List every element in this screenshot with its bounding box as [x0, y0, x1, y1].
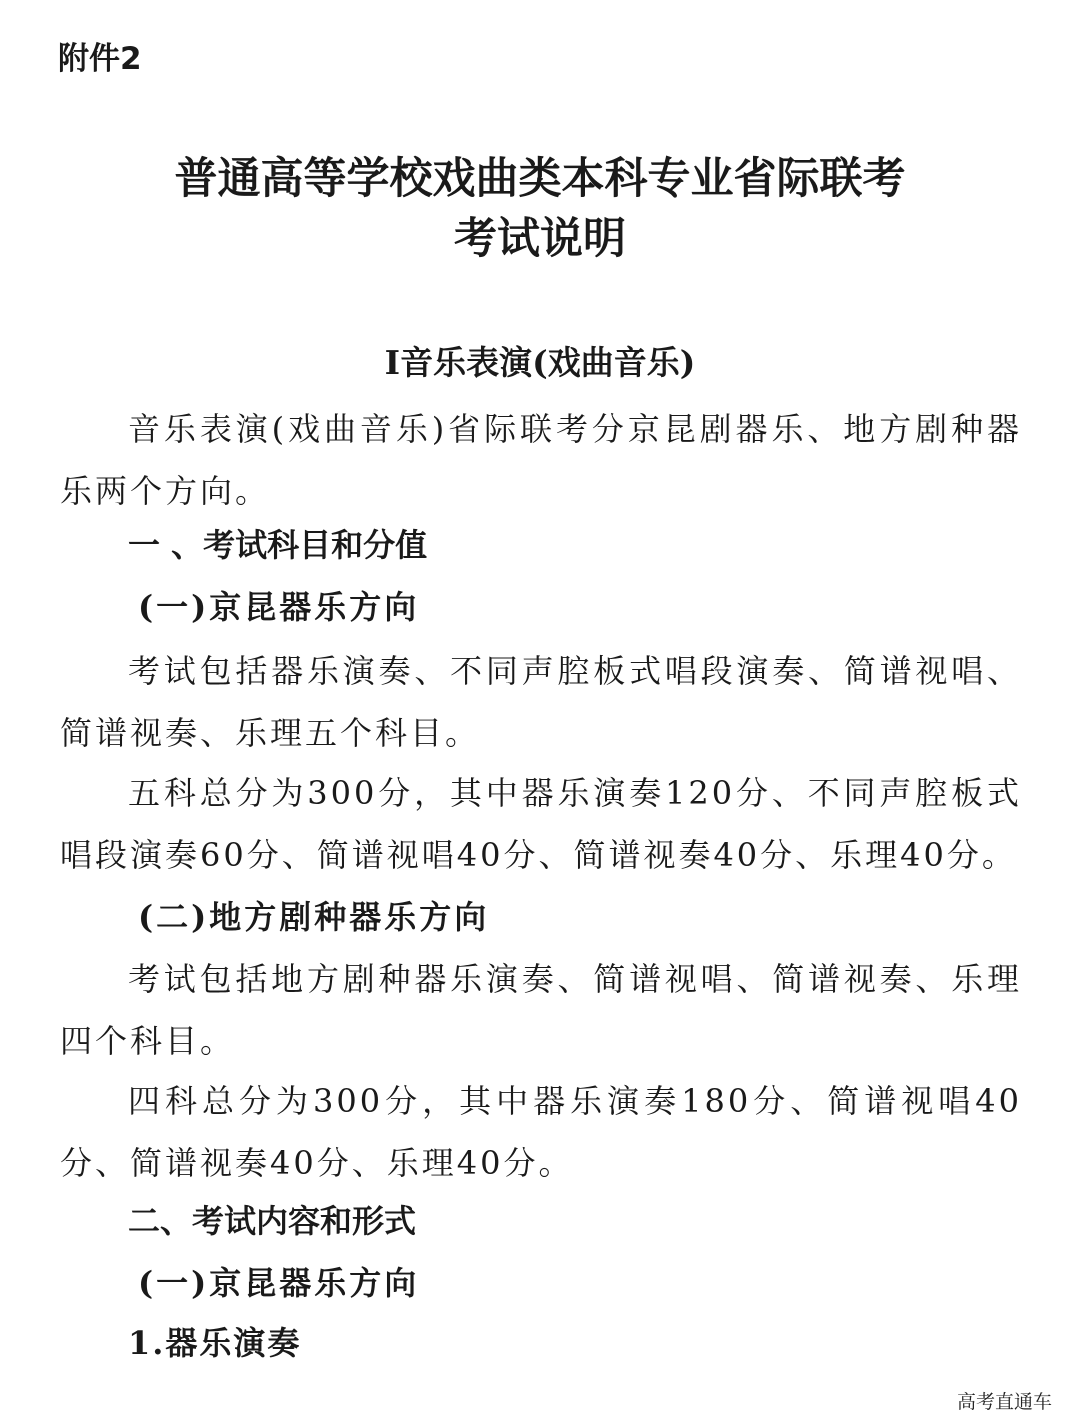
- part2-item1-heading: 1.器乐演奏: [128, 1324, 302, 1362]
- attachment-label: 附件2: [58, 41, 142, 77]
- part1-sub2-paragraph1: 考试包括地方剧种器乐演奏、简谱视唱、简谱视奏、乐理四个科目。: [60, 960, 1022, 1060]
- part1-sub1-paragraph1: 考试包括器乐演奏、不同声腔板式唱段演奏、简谱视唱、简谱视奏、乐理五个科目。: [60, 652, 1022, 752]
- document-title-line2: 考试说明: [454, 214, 626, 264]
- part1-sub1-paragraph2: 五科总分为300分，其中器乐演奏120分、不同声腔板式唱段演奏60分、简谱视唱40分、简谱视奏40分、乐理40分。: [60, 774, 1022, 874]
- part2-heading: 二、考试内容和形式: [128, 1202, 417, 1240]
- intro-paragraph: 音乐表演(戏曲音乐)省际联考分京昆剧器乐、地方剧种器乐两个方向。: [60, 410, 1022, 510]
- watermark-text: 高考直通车: [956, 1391, 1052, 1413]
- part1-heading: 一 、考试科目和分值: [128, 526, 428, 564]
- section-title: Ⅰ音乐表演(戏曲音乐): [384, 343, 696, 382]
- part1-sub2-paragraph2: 四科总分为300分，其中器乐演奏180分、简谱视唱40分、简谱视奏40分、乐理40分。: [60, 1082, 1022, 1182]
- part1-sub2-heading: (二)地方剧种器乐方向: [138, 898, 490, 936]
- document-title-line1: 普通高等学校戏曲类本科专业省际联考: [174, 154, 906, 204]
- part2-sub1-heading: (一)京昆器乐方向: [138, 1264, 420, 1302]
- part1-sub1-heading: (一)京昆器乐方向: [138, 588, 420, 626]
